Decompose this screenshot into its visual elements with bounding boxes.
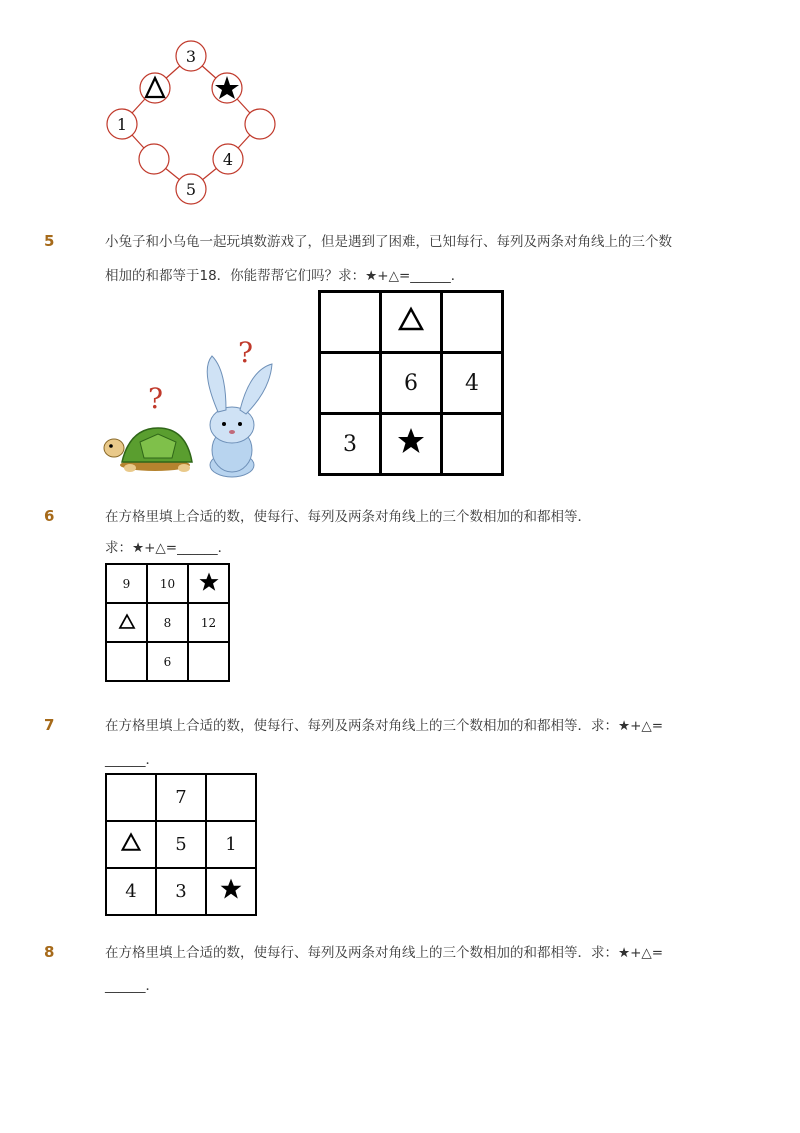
grid-cell: 6	[147, 642, 188, 681]
grid-cell[interactable]	[188, 642, 229, 681]
question-7-text-line1: 在方格里填上合适的数，使每行、每列及两条对角线上的三个数相加的和都相等．求：★+△=	[105, 718, 664, 734]
question-5-text-line1: 小兔子和小乌龟一起玩填数游戏了，但是遇到了困难，已知每行、每列及两条对角线上的三个数	[105, 234, 672, 250]
question-mark-turtle: ?	[148, 382, 164, 415]
question-number-5: 5	[44, 232, 55, 250]
question-number-8: 8	[44, 943, 55, 961]
grid-cell: 3	[156, 868, 206, 915]
magic-square-q7	[105, 773, 257, 916]
star-icon	[396, 426, 426, 456]
grid-cell: 3	[320, 414, 381, 475]
question-8-text-line1: 在方格里填上合适的数，使每行、每列及两条对角线上的三个数相加的和都相等．求：★+△=	[105, 945, 664, 961]
star-icon	[198, 571, 220, 593]
star-icon	[219, 877, 243, 901]
grid-cell: 4	[442, 353, 503, 414]
turtle-icon	[104, 428, 192, 472]
grid-cell: 6	[381, 353, 442, 414]
turtle-rabbit-illustration	[100, 330, 300, 480]
node-label-left: 1	[116, 115, 128, 134]
grid-cell: 9	[106, 564, 147, 603]
triangle-icon	[397, 306, 425, 332]
grid-cell[interactable]	[381, 292, 442, 353]
grid-cell[interactable]	[106, 774, 156, 821]
question-number-7: 7	[44, 716, 55, 734]
grid-cell: 1	[206, 821, 256, 868]
node-label-lower-right: 4	[222, 150, 234, 169]
question-5-text-line2: 相加的和都等于18．你能帮帮它们吗？求：★+△=______．	[105, 268, 465, 284]
triangle-icon	[118, 613, 136, 630]
question-mark-rabbit: ?	[238, 336, 254, 369]
grid-cell[interactable]	[320, 292, 381, 353]
question-6-text-line2: 求：★+△=______．	[105, 540, 232, 556]
grid-cell[interactable]	[206, 774, 256, 821]
grid-cell[interactable]	[442, 414, 503, 475]
number-circle-diagram	[100, 36, 280, 208]
grid-cell[interactable]	[206, 868, 256, 915]
grid-cell[interactable]	[106, 821, 156, 868]
grid-cell: 12	[188, 603, 229, 642]
grid-cell[interactable]	[320, 353, 381, 414]
grid-cell[interactable]	[442, 292, 503, 353]
circle-node-lower-left	[139, 144, 169, 174]
circle-node-right	[245, 109, 275, 139]
grid-cell[interactable]	[106, 642, 147, 681]
node-label-bottom: 5	[185, 180, 197, 199]
grid-cell: 5	[156, 821, 206, 868]
magic-square-q5	[318, 290, 504, 476]
grid-cell[interactable]	[188, 564, 229, 603]
magic-square-q6	[105, 563, 230, 682]
grid-cell: 10	[147, 564, 188, 603]
rabbit-icon	[207, 356, 272, 477]
grid-cell: 8	[147, 603, 188, 642]
grid-cell: 7	[156, 774, 206, 821]
question-6-text-line1: 在方格里填上合适的数，使每行、每列及两条对角线上的三个数相加的和都相等．	[105, 509, 591, 525]
triangle-icon	[120, 832, 142, 852]
question-7-text-line2: ______．	[105, 752, 159, 768]
grid-cell[interactable]	[381, 414, 442, 475]
question-8-text-line2: ______．	[105, 978, 159, 994]
grid-cell[interactable]	[106, 603, 147, 642]
grid-cell: 4	[106, 868, 156, 915]
question-number-6: 6	[44, 507, 55, 525]
node-label-top: 3	[185, 47, 197, 66]
